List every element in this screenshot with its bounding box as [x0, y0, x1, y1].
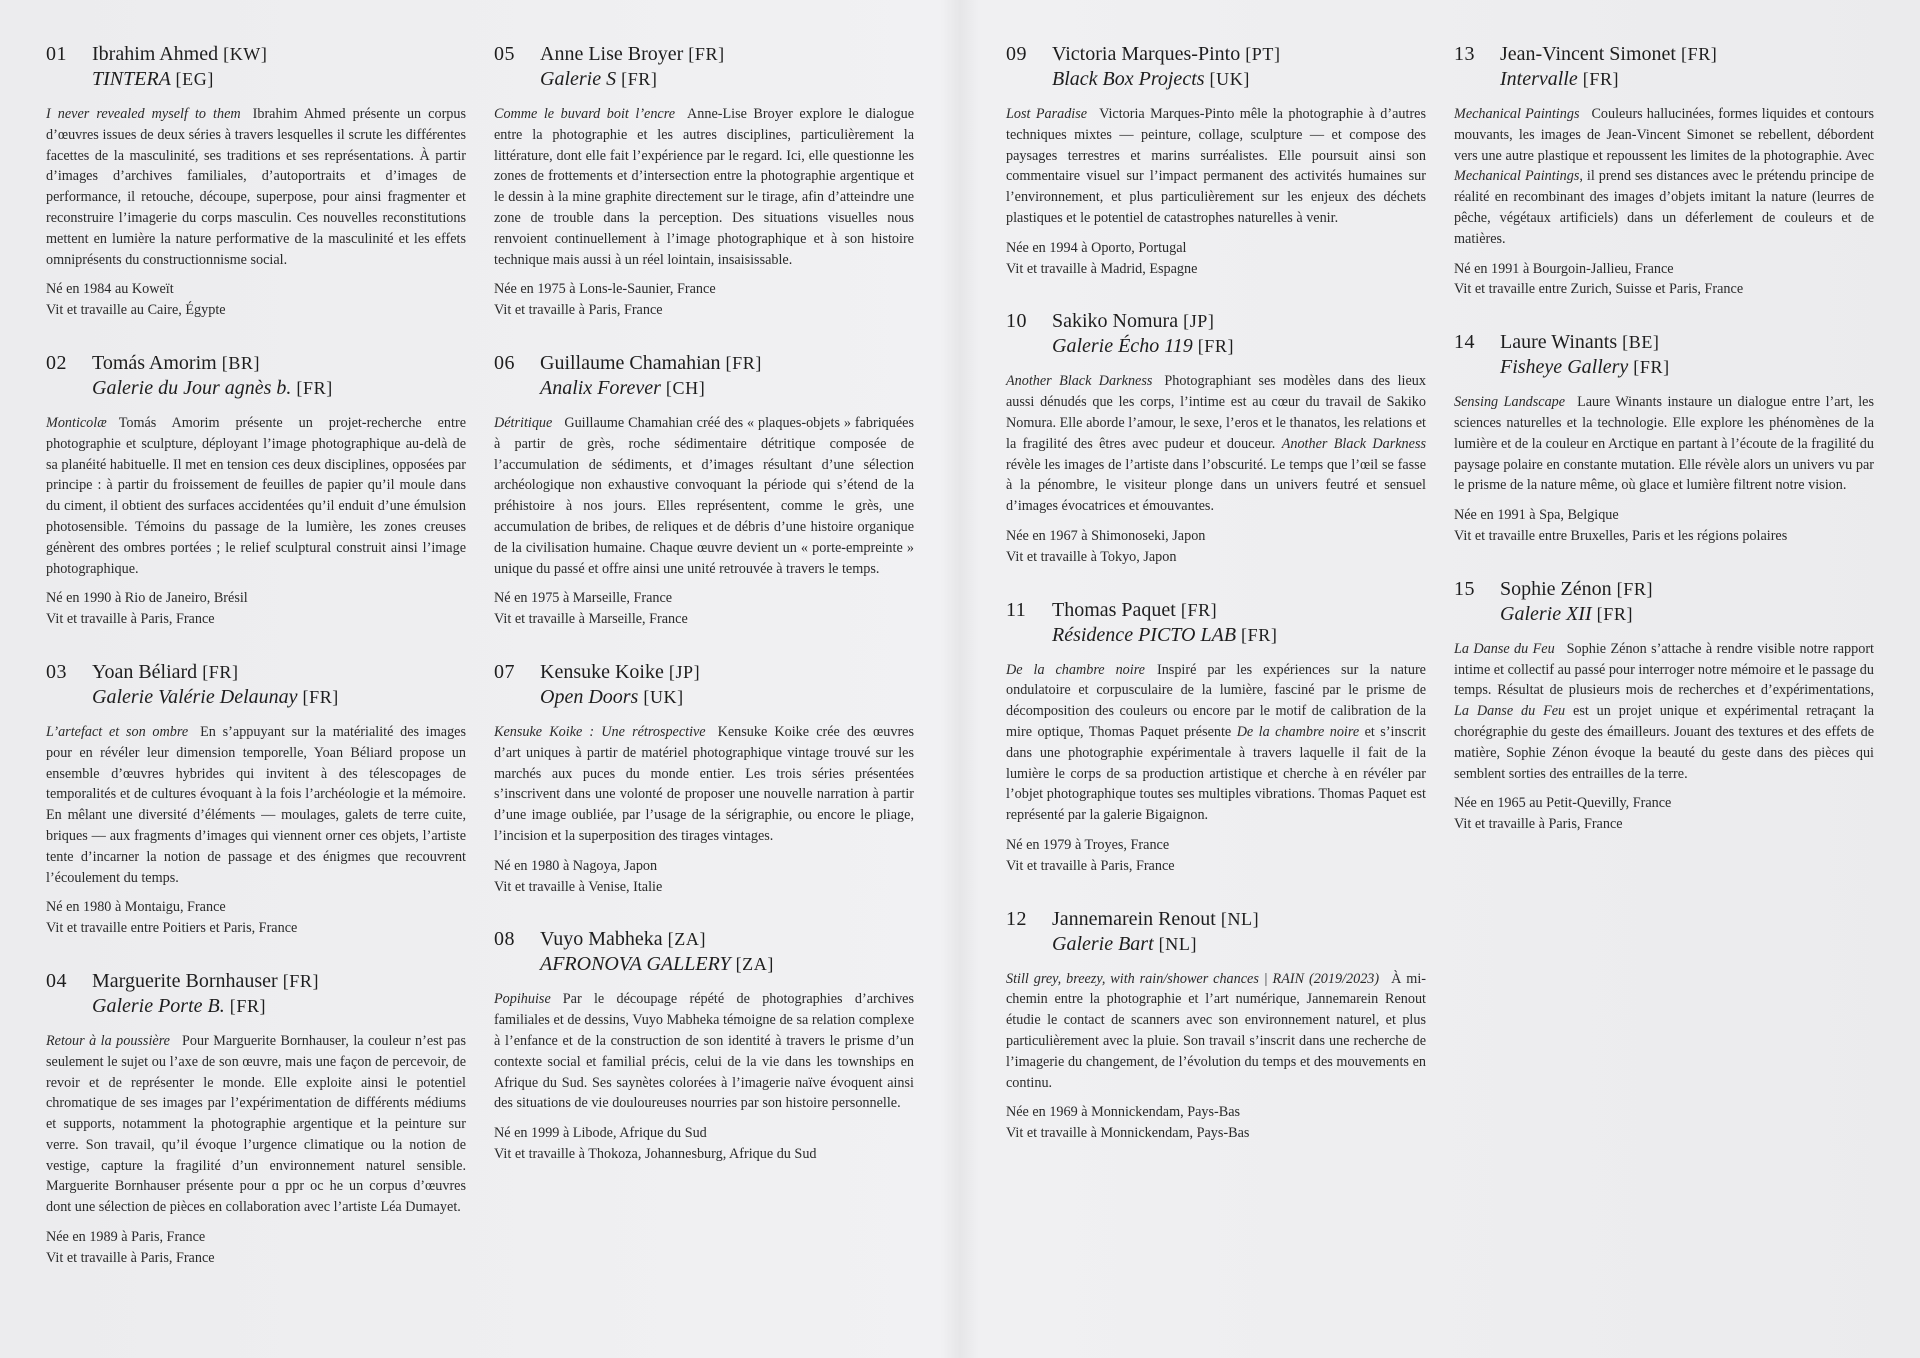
- entry-number: 10: [1006, 310, 1027, 333]
- artist-entry-09: [1006, 42, 1426, 279]
- artist-entry-01: [46, 42, 466, 321]
- gallery-name: Galerie Valérie Delaunay: [92, 685, 298, 708]
- artwork-title: I never revealed myself to them: [46, 106, 241, 122]
- artwork-description: [494, 104, 914, 270]
- description-text: Victoria Marques-Pinto mêle la photographie à d’autres techniques mixtes — peinture, collage, sculpture — et compose des paysages terrestres et marins surréalistes. Elle poursuit ainsi son commentaire visuel sur l’impact permanent des activités humaines sur l’environnement, et plus particulièrement sur les enjeux des déchets plastiques et le potentiel de catastrophes naturelles à venir.: [1006, 106, 1426, 226]
- entry-number: 04: [46, 969, 67, 992]
- gallery-country-code: [FR]: [229, 995, 267, 1016]
- residence-info: Vit et travaille à Paris, France: [494, 302, 663, 319]
- artwork-title: L’artefact et son ombre: [46, 723, 189, 740]
- entry-number: 02: [46, 351, 67, 374]
- artwork-description: [1454, 104, 1874, 250]
- residence-info: Vit et travaille à Madrid, Espagne: [1006, 260, 1198, 277]
- artist-country-code: [JP]: [1183, 311, 1215, 332]
- birth-info: Né en 1984 au Koweït: [46, 281, 174, 298]
- entry-heading: [1454, 577, 1874, 627]
- artwork-description: [46, 722, 466, 888]
- artist-country-code: [FR]: [725, 352, 762, 373]
- entry-number: 12: [1006, 907, 1027, 930]
- residence-info: Vit et travaille à Thokoza, Johannesburg, Afrique du Sud: [494, 1145, 817, 1162]
- gallery-country-code: [CH]: [665, 377, 706, 398]
- artist-country-code: [FR]: [688, 44, 725, 64]
- artwork-title: La Danse du Feu: [1454, 640, 1555, 657]
- residence-info: Vit et travaille à Paris, France: [46, 611, 215, 628]
- artist-country-code: [KW]: [223, 44, 268, 64]
- residence-info: Vit et travaille à Paris, France: [1454, 816, 1623, 833]
- entry-heading: [46, 660, 466, 710]
- artist-bio: [46, 897, 466, 939]
- entry-heading: [494, 660, 914, 710]
- artwork-title: De la chambre noire: [1006, 661, 1145, 678]
- gallery-name: Intervalle: [1500, 68, 1578, 90]
- description-text: À mi-chemin entre la photographie et l’art numérique, Jannemarein Renout étudie le contact de scanners avec son environnement naturel, et plus particulièrement avec la pluie. Son travail s’inscrit dans une recherche de l’imagerie du changement, de l’évolution du temps et des mouvements en continu.: [1006, 970, 1426, 1091]
- entry-heading: [1006, 907, 1426, 957]
- artwork-title: Still grey, breezy, with rain/shower chances | RAIN (2019/2023): [1006, 970, 1380, 987]
- description-text: En s’appuyant sur la matérialité des images pour en révéler leur dimension temporelle, Yoan Béliard propose un ensemble d’œuvres hybrides qui invitent à des télescopages de temporalités et de cultures évoquant à la fois l’archéologie et la mémoire. En mêlant une diversité d’éléments — moulages, galets de terre cuite, briques — aux fragments d’images qui viennent orner ces objets, l’artiste tente d’incarner la notion de passage et des énigmes que recouvrent l’écoulement du temps.: [46, 723, 466, 886]
- entry-heading: [1454, 330, 1874, 380]
- gallery-country-code: [FR]: [1582, 69, 1620, 89]
- artist-bio: [494, 279, 914, 321]
- gallery-name: Open Doors: [540, 685, 639, 708]
- entry-number: 14: [1454, 331, 1475, 354]
- artist-entry-07: [494, 660, 914, 897]
- description-text: Guillaume Chamahian créé des « plaques-objets » fabriquées à partir de grès, roche sédimentaire détritique composée de l’accumulation de sédiments, et d’images résultant d’une sélection archéologique non exhaustive convoquant la période qui s’étend de la préhistoire à nos jours. Elles représentent, comme le grès, une accumulation de bribes, de reliques et de débris d’une histoire organique de la civilisation humaine. Chaque œuvre devient un « porte-empreinte » unique du passé et offre ainsi une unité retrouvée à travers le temps.: [494, 414, 914, 577]
- gallery-name: TINTERA: [92, 68, 171, 90]
- artist-country-code: [FR]: [1680, 44, 1718, 64]
- artist-country-code: [JP]: [668, 661, 701, 682]
- birth-info: Né en 1999 à Libode, Afrique du Sud: [494, 1125, 707, 1142]
- artist-name: Sakiko Nomura: [1052, 310, 1179, 333]
- entry-heading: [46, 351, 466, 401]
- gallery-country-code: [NL]: [1158, 933, 1198, 954]
- entry-number: 11: [1006, 598, 1027, 621]
- artist-entry-14: [1454, 330, 1874, 547]
- artwork-description: [494, 413, 914, 579]
- gallery-name: AFRONOVA GALLERY: [540, 953, 731, 976]
- birth-info: Née en 1969 à Monnickendam, Pays-Bas: [1006, 1104, 1241, 1121]
- artwork-description: [1006, 660, 1426, 826]
- artist-country-code: [ZA]: [667, 929, 707, 950]
- entry-number: 05: [494, 43, 515, 65]
- entry-heading: [1454, 42, 1874, 92]
- residence-info: Vit et travaille à Monnickendam, Pays-Bas: [1006, 1125, 1250, 1142]
- gallery-country-code: [FR]: [621, 69, 658, 89]
- artist-country-code: [NL]: [1220, 908, 1260, 929]
- artist-bio: [1454, 505, 1874, 547]
- artist-name: Tomás Amorim: [92, 351, 217, 374]
- artist-name: Victoria Marques-Pinto: [1052, 43, 1241, 65]
- artwork-description: [1006, 969, 1426, 1094]
- artist-country-code: [FR]: [1616, 578, 1654, 599]
- artist-entry-15: [1454, 577, 1874, 835]
- artist-name: Jannemarein Renout: [1052, 907, 1216, 930]
- birth-info: Née en 1967 à Shimonoseki, Japon: [1006, 527, 1206, 544]
- artist-name: Kensuke Koike: [540, 660, 664, 683]
- description-text: Sophie Zénon s’attache à rendre visible notre rapport intime et collectif au passé pour interroger notre mémoire et le passage du temps. Résultat de plusieurs mois de recherches et d’expérimentations, La Danse du Feu est un projet unique et expérimental retraçant la chorégraphie du geste des émailleurs. Jouant des textures et des effets de matière, Sophie Zénon évoque la beauté du geste dans des pièces qui semblent sorties des entrailles de la terre.: [1454, 640, 1874, 782]
- artist-name: Marguerite Bornhauser: [92, 969, 278, 992]
- artwork-title: Comme le buvard boit l’encre: [494, 106, 676, 122]
- artwork-description: [46, 413, 466, 579]
- gallery-name: Galerie S: [540, 68, 617, 90]
- column-2: [494, 42, 914, 1195]
- birth-info: Né en 1990 à Rio de Janeiro, Brésil: [46, 590, 248, 607]
- artwork-title: Lost Paradise: [1006, 106, 1088, 122]
- gallery-country-code: [FR]: [1596, 603, 1634, 624]
- column-4: [1454, 42, 1874, 865]
- birth-info: Né en 1975 à Marseille, France: [494, 590, 673, 607]
- artist-bio: [1454, 793, 1874, 835]
- artwork-description: [1006, 371, 1426, 517]
- artist-entry-05: [494, 42, 914, 321]
- artist-bio: [494, 1123, 914, 1165]
- artist-entry-08: [494, 927, 914, 1164]
- artist-name: Ibrahim Ahmed: [92, 43, 219, 65]
- gallery-name: Galerie XII: [1500, 602, 1592, 625]
- artist-entry-12: [1006, 907, 1426, 1144]
- entry-number: 01: [46, 43, 67, 65]
- birth-info: Née en 1989 à Paris, France: [46, 1229, 206, 1246]
- artist-bio: [1006, 526, 1426, 568]
- gallery-country-code: [FR]: [1197, 336, 1235, 357]
- entry-number: 06: [494, 351, 515, 374]
- entry-heading: [46, 969, 466, 1019]
- entry-heading: [1006, 42, 1426, 92]
- entry-heading: [46, 42, 466, 92]
- artist-entry-06: [494, 351, 914, 630]
- artist-bio: [46, 1227, 466, 1269]
- description-text: Par le découpage répété de photographies d’archives familiales et de dessins, Vuyo Mabheka témoigne de sa relation complexe à l’enfance et de la construction de son identité à travers le prisme d’un contexte social et familial précis, celui de la vie dans les townships en Afrique du Sud. Ses saynètes colorées à l’imagerie naïve évoquent ainsi des situations de vie douloureuses nourries par son histoire personnelle.: [494, 991, 914, 1112]
- artwork-title: Monticolæ: [46, 414, 107, 431]
- artist-country-code: [PT]: [1245, 44, 1281, 64]
- artist-bio: [1006, 238, 1426, 280]
- gallery-country-code: [EG]: [175, 69, 214, 89]
- gallery-country-code: [UK]: [643, 686, 684, 707]
- artwork-description: [46, 1031, 466, 1218]
- artist-bio: [1006, 1102, 1426, 1144]
- artist-name: Thomas Paquet: [1052, 598, 1176, 621]
- artwork-description: [1454, 639, 1874, 785]
- residence-info: Vit et travaille à Paris, France: [46, 1249, 215, 1266]
- birth-info: Né en 1980 à Nagoya, Japon: [494, 857, 658, 874]
- artist-name: Sophie Zénon: [1500, 577, 1612, 600]
- artist-bio: [46, 279, 466, 321]
- artist-name: Laure Winants: [1500, 331, 1618, 354]
- description-text: Inspiré par les expériences sur la nature ondulatoire et corpusculaire de la lumière, fasciné par le prisme de décomposition des couleurs ou encore par le motif de calibration de la mire optique, Thomas Paquet présente De la chambre noire et s’inscrit dans une photographie expérimentale à travers laquelle il fait de la lumière le corps de sa production artistique et cherche à en révéler par l’objet photographique toutes ses multiples vibrations. Thomas Paquet est représenté par la galerie Bigaignon.: [1006, 661, 1426, 824]
- description-text: Anne-Lise Broyer explore le dialogue entre la photographie et les autres disciplines, particulièrement la littérature, dont elle fait l’expérience par le regard. Ici, elle questionne les zones de frottements et d’intersection entre la photographie argentique et le dessin à la mine graphite directement sur le tirage, afin d’atteindre une zone de trouble dans la perception. Des situations visuelles nous renvoient continuellement à l’image photographique et à son histoire technique mais aussi à un réel lointain, insaisissable.: [494, 106, 914, 268]
- artist-entry-03: [46, 660, 466, 939]
- description-text: Ibrahim Ahmed présente un corpus d’œuvres issues de deux séries à travers lesquelles il scrute les différentes facettes de la masculinité, ses traditions et ses représentations. À partir d’images d’archives familiales, d’autoportraits et d’images de performance, il retouche, découpe, superpose, pour ainsi fragmenter et reconstruire l’imagerie du corps masculin. Ces nouvelles reconstitutions mettent en lumière la nature performative de la masculinité et les effets omniprésents du constructionnisme social.: [46, 106, 466, 268]
- gallery-name: Black Box Projects: [1052, 68, 1205, 90]
- gallery-name: Fisheye Gallery: [1500, 356, 1629, 379]
- entry-number: 07: [494, 660, 515, 683]
- artwork-description: [494, 989, 914, 1114]
- entry-number: 09: [1006, 43, 1027, 65]
- artwork-description: [494, 722, 914, 847]
- birth-info: Né en 1991 à Bourgoin-Jallieu, France: [1454, 260, 1674, 277]
- artist-entry-13: [1454, 42, 1874, 300]
- residence-info: Vit et travaille à Marseille, France: [494, 611, 688, 628]
- description-text: Photographiant ses modèles dans des lieux aussi dénudés que les corps, l’intime est au cœur du travail de Sakiko Nomura. Elle aborde l’amour, le sexe, l’eros et le thanatos, les relations et la fragilité des êtres avec pudeur et douceur. Another Black Darkness révèle les images de l’artiste dans l’obscurité. Le temps que l’œil se fasse à la pénombre, le visiteur plonge dans un univers feutré et sensuel d’images évocatrices et émouvantes.: [1006, 373, 1426, 515]
- artwork-title: Sensing Landscape: [1454, 394, 1566, 411]
- artwork-title: Another Black Darkness: [1006, 373, 1153, 390]
- column-1: [46, 42, 466, 1299]
- artwork-title: Détritique: [494, 414, 553, 431]
- artist-bio: [494, 588, 914, 630]
- artwork-title: Kensuke Koike : Une rétrospective: [494, 723, 706, 740]
- gallery-name: Galerie Écho 119: [1052, 335, 1193, 358]
- artist-bio: [1006, 835, 1426, 877]
- artwork-description: [1006, 104, 1426, 229]
- artist-name: Yoan Béliard: [92, 660, 198, 683]
- gallery-name: Résidence PICTO LAB: [1052, 623, 1237, 646]
- residence-info: Vit et travaille à Tokyo, Japon: [1006, 548, 1177, 565]
- gallery-name: Galerie Bart: [1052, 932, 1154, 955]
- gallery-name: Galerie du Jour agnès b.: [92, 376, 292, 399]
- entry-heading: [494, 351, 914, 401]
- birth-info: Née en 1991 à Spa, Belgique: [1454, 507, 1619, 524]
- artist-entry-02: [46, 351, 466, 630]
- artwork-title: Mechanical Paintings: [1454, 106, 1580, 122]
- entry-heading: [1006, 598, 1426, 648]
- gallery-name: Galerie Porte B.: [92, 994, 225, 1017]
- residence-info: Vit et travaille entre Poitiers et Paris, France: [46, 920, 298, 937]
- description-text: Tomás Amorim présente un projet-recherche entre photographie et sculpture, déployant l’image photographique au-delà de sa planéité habituelle. Il met en tension ces deux disciplines, opposées par principe : à partir du froissement de feuilles de papier qu’il moule dans du ciment, il obtient des surfaces accidentées qu’il enduit d’une émulsion photosensible. Témoins du passage de la lumière, les zones creuses génèrent des ombres portées ; le relief sculptural construit ainsi l’image photographique.: [46, 414, 466, 577]
- gallery-country-code: [FR]: [1633, 357, 1670, 378]
- artwork-title: Popihuise: [494, 991, 551, 1008]
- entry-heading: [494, 42, 914, 92]
- description-text: Couleurs hallucinées, formes liquides et contours mouvants, les images de Jean-Vincent Simonet se rebellent, débordent vers une autre plastique et repoussent les limites de la photographie. Avec Mechanical Paintings, il prend ses distances avec le prétendu principe de réalité en recombinant des images d’objets imitant la nature (leurres de pêche, végétaux artificiels) dans un déferlement de couleurs et de matières.: [1454, 106, 1875, 247]
- entry-heading: [494, 927, 914, 977]
- artist-entry-10: [1006, 309, 1426, 567]
- artist-country-code: [FR]: [202, 661, 239, 682]
- artist-entry-11: [1006, 598, 1426, 877]
- description-text: Pour Marguerite Bornhauser, la couleur n’est pas seulement le sujet ou l’axe de son œuvre, mais une façon de percevoir, de revoir et de représenter le monde. Elle exploite ainsi le potentiel chromatique de ses images par l’expérimentation de différents médiums et supports, notamment la photographie argentique et la peinture sur verre. Son travail, qu’il évoque l’urgence climatique ou la notion de vestige, capture la fragilité d’un environnement naturel sensible. Marguerite Bornhauser présente pour ɑ ppr oc he un corpus d’œuvres dont une sélection de pièces en collaboration avec l’artiste Léa Dumayet.: [46, 1032, 466, 1216]
- artist-country-code: [FR]: [282, 970, 320, 991]
- artwork-description: [1454, 392, 1874, 496]
- entry-number: 03: [46, 660, 67, 683]
- entry-number: 13: [1454, 43, 1475, 65]
- artist-name: Vuyo Mabheka: [540, 928, 663, 951]
- gallery-country-code: [UK]: [1209, 69, 1250, 89]
- residence-info: Vit et travaille entre Zurich, Suisse et Paris, France: [1454, 281, 1744, 298]
- gallery-country-code: [ZA]: [735, 954, 774, 975]
- residence-info: Vit et travaille à Venise, Italie: [494, 878, 663, 895]
- entry-number: 08: [494, 928, 515, 951]
- gallery-country-code: [FR]: [302, 686, 339, 707]
- artist-bio: [46, 588, 466, 630]
- artist-country-code: [BR]: [221, 352, 261, 373]
- artist-name: Jean-Vincent Simonet: [1500, 43, 1676, 65]
- artist-country-code: [BE]: [1622, 332, 1660, 353]
- residence-info: Vit et travaille entre Bruxelles, Paris et les régions polaires: [1454, 527, 1788, 544]
- birth-info: Né en 1979 à Troyes, France: [1006, 836, 1170, 853]
- artist-entry-04: [46, 969, 466, 1269]
- column-3: [1006, 42, 1426, 1174]
- artist-name: Anne Lise Broyer: [540, 43, 684, 65]
- entry-number: 15: [1454, 577, 1475, 600]
- artist-bio: [494, 856, 914, 898]
- artist-bio: [1454, 259, 1874, 301]
- residence-info: Vit et travaille à Paris, France: [1006, 857, 1175, 874]
- gallery-name: Analix Forever: [540, 376, 661, 399]
- birth-info: Née en 1975 à Lons-le-Saunier, France: [494, 281, 716, 298]
- gallery-country-code: [FR]: [1241, 624, 1278, 645]
- birth-info: Née en 1965 au Petit-Quevilly, France: [1454, 795, 1672, 812]
- artwork-description: [46, 104, 466, 270]
- birth-info: Né en 1980 à Montaigu, France: [46, 899, 226, 916]
- artist-name: Guillaume Chamahian: [540, 351, 721, 374]
- artwork-title: Retour à la poussière: [46, 1032, 170, 1049]
- gallery-country-code: [FR]: [296, 377, 333, 398]
- artist-country-code: [FR]: [1180, 599, 1218, 620]
- residence-info: Vit et travaille au Caire, Égypte: [46, 302, 226, 319]
- entry-heading: [1006, 309, 1426, 359]
- description-text: Kensuke Koike crée des œuvres d’art uniques à partir de matériel photographique vintage trouvé sur les marchés aux puces du monde entier. Les trois séries présentées s’inscrivent dans une volonté de proposer une nouvelle narration à partir d’une image oubliée, par l’usage de la sérigraphie, ou encore le pliage, l’incision et la superposition des tirages vintages.: [494, 723, 914, 844]
- birth-info: Née en 1994 à Oporto, Portugal: [1006, 239, 1187, 256]
- description-text: Laure Winants instaure un dialogue entre l’art, les sciences naturelles et la technologie. Elle explore les phénomènes de la lumière et de la couleur en Arctique en partant à l’écoute de la fragilité du paysage polaire en constante mutation. Elle révèle alors un univers vu par le prisme de la nature même, où glace et lumière filtrent notre vision.: [1454, 394, 1874, 494]
